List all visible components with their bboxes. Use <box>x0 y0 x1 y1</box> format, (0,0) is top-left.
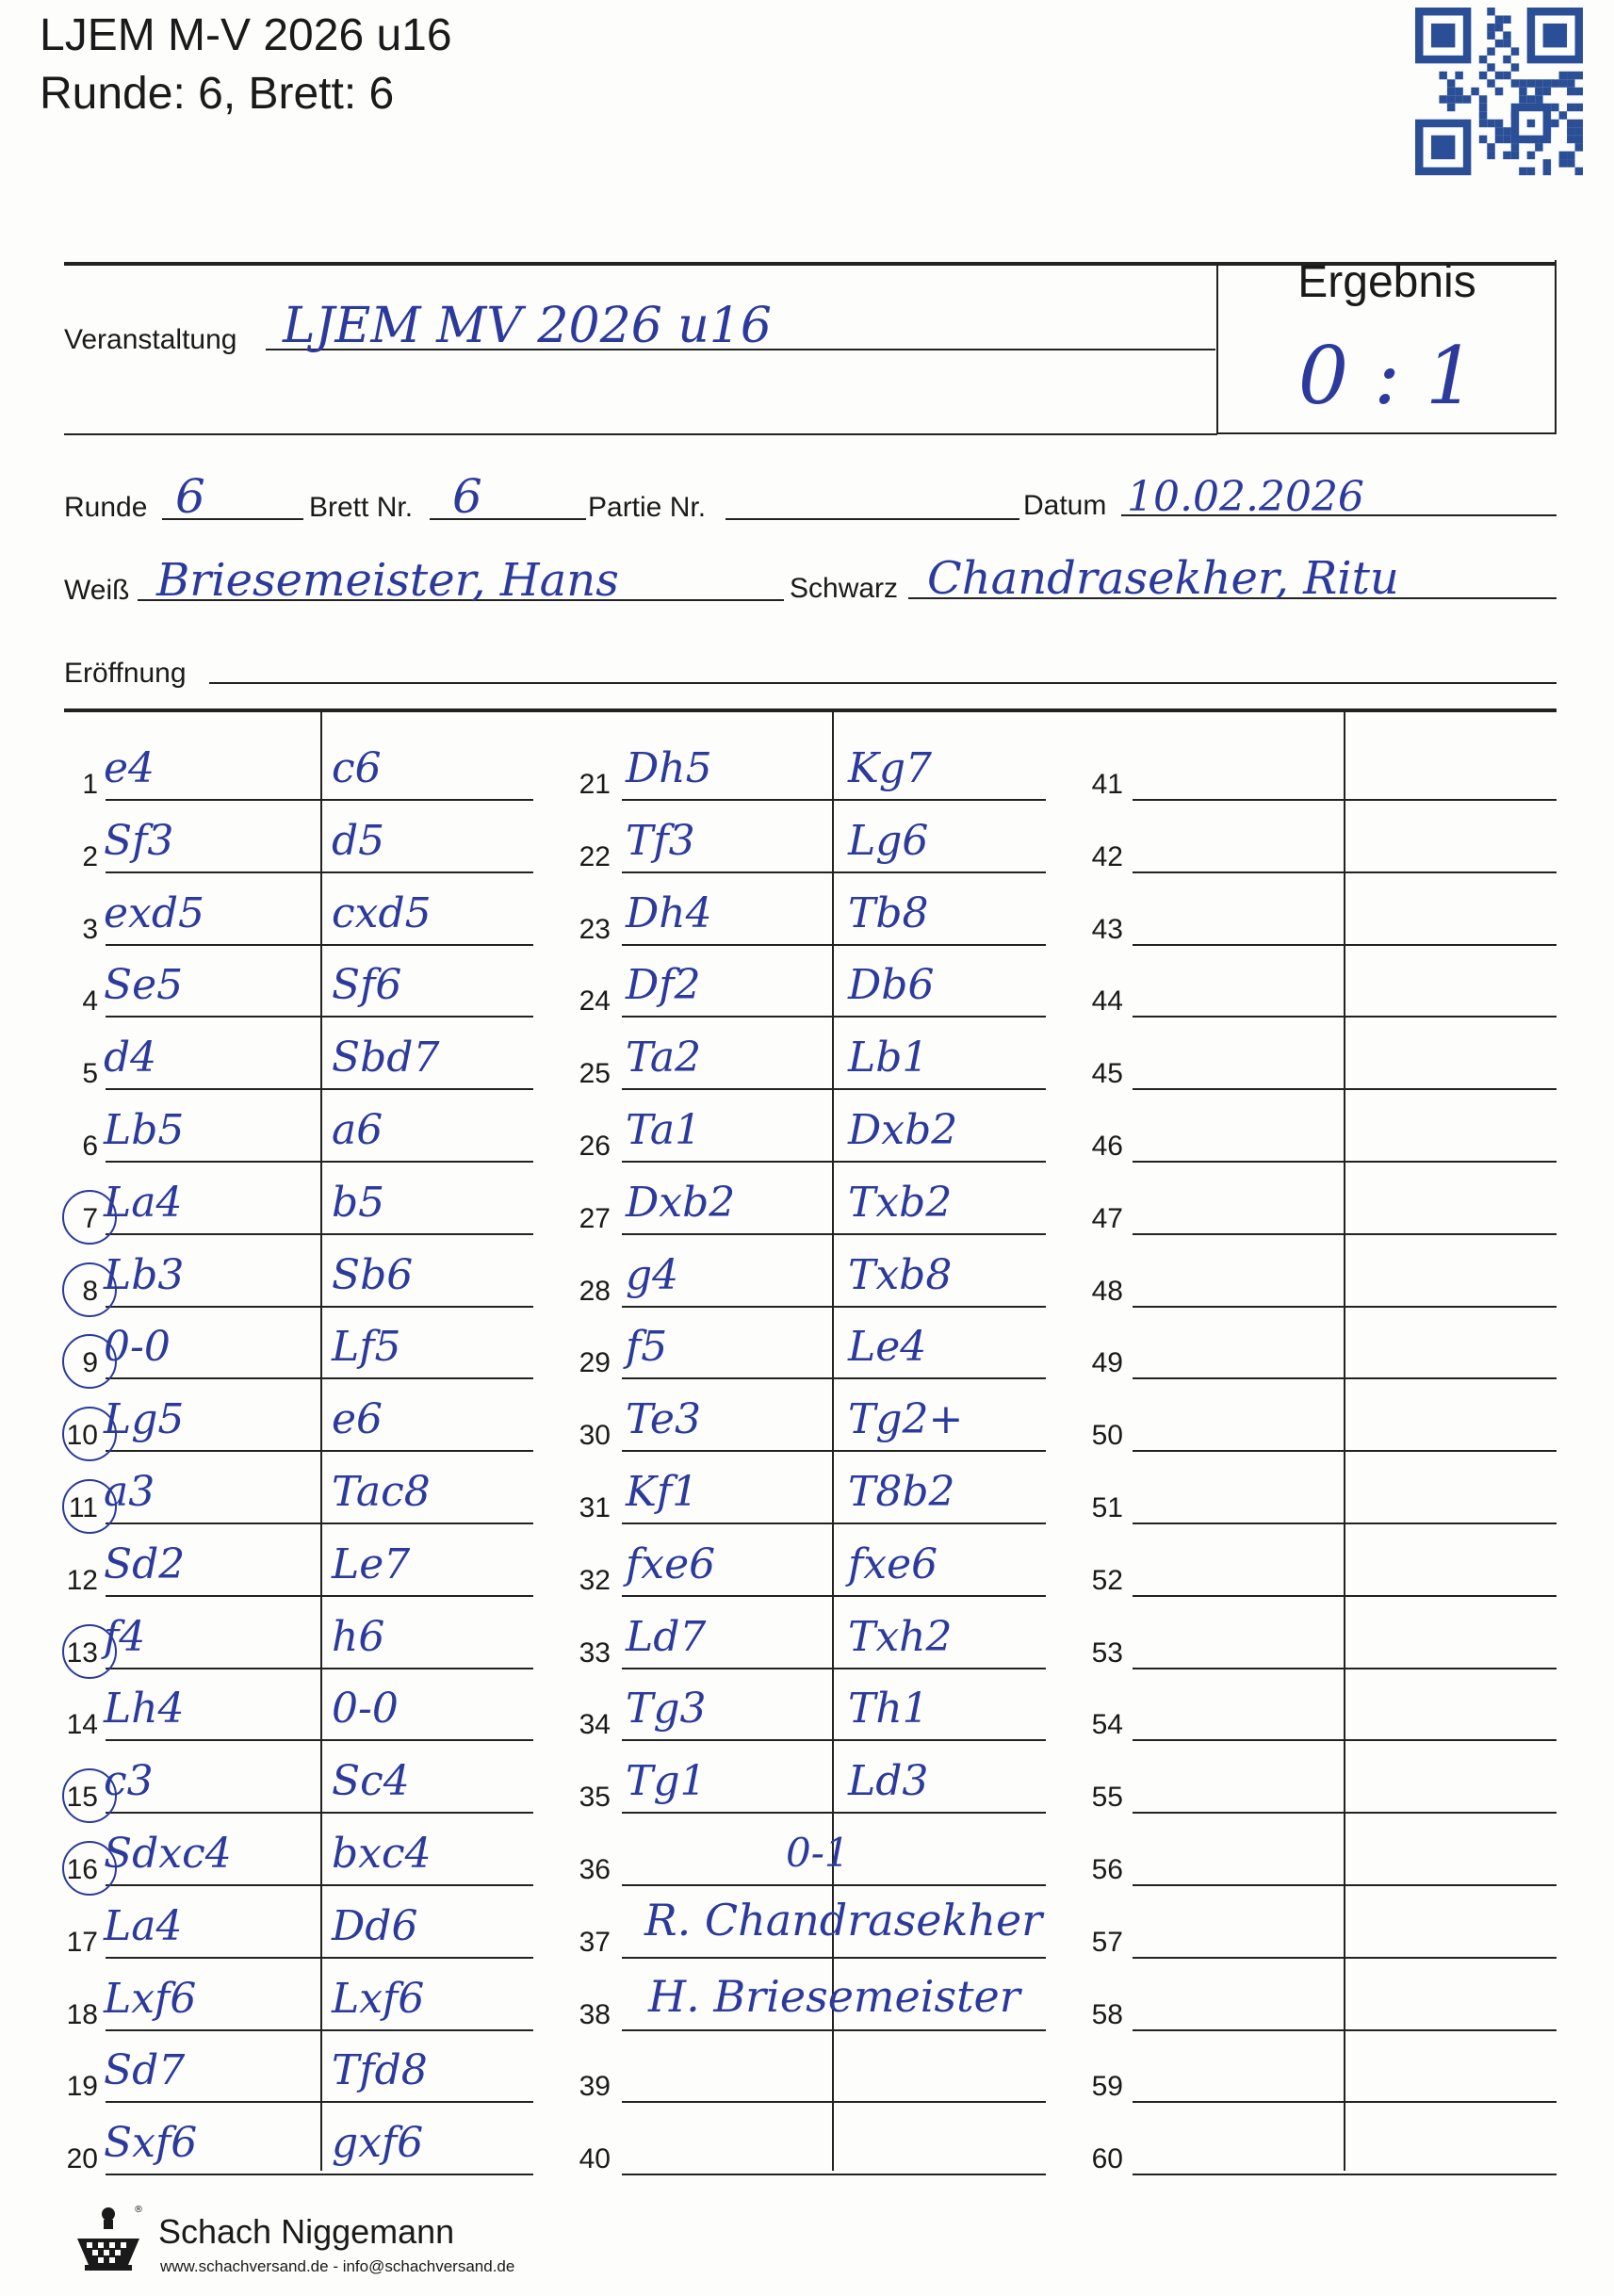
black-move: bxc4 <box>332 1830 432 1878</box>
move-row-line <box>622 1957 1046 1959</box>
move-row-line <box>106 2101 533 2103</box>
move-row-line <box>106 1595 533 1597</box>
move-row-line <box>1133 1884 1557 1886</box>
move-number: 26 <box>579 1131 611 1162</box>
white-move: Tg3 <box>626 1685 707 1734</box>
white-move: fxe6 <box>626 1539 716 1588</box>
move-number: 55 <box>1091 1782 1123 1814</box>
move-row-line <box>622 1161 1046 1163</box>
black-move: d5 <box>332 816 385 865</box>
white-move: c3 <box>104 1757 154 1806</box>
white-move: Sf3 <box>104 816 174 865</box>
black-move: Dd6 <box>332 1901 418 1950</box>
move-row-line <box>622 1884 1046 1886</box>
black-move: cxd5 <box>332 888 432 937</box>
move-number: 59 <box>1091 2071 1123 2103</box>
move-number: 10 <box>66 1420 98 1452</box>
black-move: Ld3 <box>848 1757 929 1806</box>
black-move: Sc4 <box>332 1757 410 1806</box>
black-move: Tfd8 <box>332 2046 428 2095</box>
weiss-value: Briesemeister, Hans <box>156 554 619 607</box>
black-move: a6 <box>332 1106 383 1154</box>
move-row-line <box>622 1595 1046 1597</box>
black-move: Sf6 <box>332 961 402 1010</box>
move-number: 11 <box>68 1492 98 1523</box>
weiss-label: Weiß <box>64 575 130 606</box>
move-row-line <box>1133 1088 1557 1090</box>
black-move: Dxb2 <box>848 1106 958 1154</box>
move-number: 43 <box>1091 913 1123 945</box>
move-number: 20 <box>66 2143 98 2175</box>
move-row-line <box>106 1377 533 1379</box>
move-number: 38 <box>579 1998 611 2030</box>
move-number: 27 <box>579 1202 611 1234</box>
move-row-line <box>1133 1668 1557 1669</box>
move-row-line <box>106 799 533 801</box>
qr-code-icon <box>1415 8 1583 175</box>
veranstaltung-value: LJEM MV 2026 u16 <box>283 298 772 354</box>
white-move: Sd2 <box>104 1539 186 1588</box>
brett-value: 6 <box>452 469 482 524</box>
move-row-line <box>622 1668 1046 1669</box>
white-move: Tg1 <box>626 1757 707 1806</box>
move-number: 23 <box>579 913 611 945</box>
white-move: Ta1 <box>626 1106 702 1154</box>
move-number: 12 <box>66 1564 98 1596</box>
move-number: 41 <box>1091 769 1123 800</box>
move-number: 7 <box>82 1202 98 1234</box>
footer-brand: Schach Niggemann <box>158 2212 455 2251</box>
move-number: 36 <box>579 1854 611 1885</box>
brett-label: Brett Nr. <box>309 492 414 523</box>
black-move: e6 <box>332 1395 383 1444</box>
eroeffnung-label: Eröffnung <box>64 658 187 689</box>
black-move: Lf5 <box>332 1323 401 1372</box>
black-move: Lb1 <box>848 1034 929 1083</box>
move-row-line <box>622 1523 1046 1524</box>
move-number: 53 <box>1091 1637 1123 1669</box>
move-row-line <box>106 1450 533 1452</box>
white-move: d4 <box>104 1034 157 1083</box>
move-row-line <box>622 1450 1046 1452</box>
white-move: Lxf6 <box>104 1974 197 2023</box>
move-row-line <box>1133 1450 1557 1452</box>
move-row-line <box>106 1739 533 1741</box>
move-number: 14 <box>66 1709 98 1741</box>
move-row-line <box>622 1088 1046 1090</box>
move-number: 24 <box>579 985 611 1018</box>
move-number: 13 <box>66 1637 98 1669</box>
move-number: 30 <box>579 1420 611 1452</box>
black-move: T8b2 <box>848 1468 955 1516</box>
white-move: Sxf6 <box>104 2119 198 2168</box>
move-row-line <box>622 871 1046 873</box>
move-row-line <box>106 1523 533 1524</box>
ergebnis-value: 0 : 1 <box>1297 330 1476 422</box>
move-row-line <box>622 2029 1046 2031</box>
black-move: Tac8 <box>332 1468 431 1516</box>
black-move: gxf6 <box>332 2119 424 2168</box>
move-row-line <box>622 2174 1046 2175</box>
move-number: 33 <box>579 1637 611 1669</box>
white-move: a3 <box>104 1468 155 1516</box>
move-number: 15 <box>66 1782 98 1814</box>
move-row-line <box>1133 2174 1557 2175</box>
white-move: Lb3 <box>104 1250 185 1299</box>
white-move: Dxb2 <box>626 1178 736 1227</box>
move-row-line <box>106 871 533 873</box>
black-move: Lxf6 <box>332 1974 425 2023</box>
black-move: Kg7 <box>848 744 933 792</box>
move-row-line <box>1133 2029 1557 2031</box>
white-move: La4 <box>104 1901 183 1950</box>
move-number: 57 <box>1091 1926 1123 1958</box>
runde-label: Runde <box>64 492 148 523</box>
white-move: Sd7 <box>104 2046 186 2095</box>
black-move: c6 <box>332 744 382 792</box>
black-move: fxe6 <box>848 1539 938 1588</box>
move-row-line <box>1133 944 1557 946</box>
white-move: Te3 <box>626 1395 701 1444</box>
runde-value: 6 <box>175 469 205 524</box>
move-number: 3 <box>82 913 98 945</box>
move-number: 44 <box>1091 985 1123 1018</box>
move-number: 25 <box>579 1058 611 1090</box>
move-number: 1 <box>82 769 98 800</box>
black-move: Txb2 <box>848 1178 953 1227</box>
move-number: 47 <box>1091 1202 1123 1234</box>
move-number: 51 <box>1091 1492 1123 1523</box>
sheet-subtitle: Runde: 6, Brett: 6 <box>40 69 395 119</box>
move-row-line <box>1133 2101 1557 2103</box>
black-move: Tb8 <box>848 888 929 937</box>
move-number: 54 <box>1091 1709 1123 1741</box>
move-row-line <box>1133 1016 1557 1018</box>
move-number: 18 <box>66 1998 98 2030</box>
datum-label: Datum <box>1023 490 1107 521</box>
move-number: 29 <box>579 1347 611 1379</box>
black-move: Db6 <box>848 961 935 1010</box>
white-move: Tf3 <box>626 816 695 865</box>
move-row-line <box>1133 1595 1557 1597</box>
move-row-line <box>622 1233 1046 1235</box>
move-number: 40 <box>579 2143 611 2175</box>
move-row-line <box>1133 871 1557 873</box>
move-row-line <box>106 1306 533 1308</box>
move-row-line <box>622 799 1046 801</box>
game-note: R. Chandrasekher <box>644 1894 1043 1946</box>
partie-label: Partie Nr. <box>588 492 707 523</box>
black-move: h6 <box>332 1612 385 1661</box>
ergebnis-label: Ergebnis <box>1297 257 1476 307</box>
moves-top-border <box>64 708 1557 712</box>
move-number: 48 <box>1091 1275 1123 1307</box>
white-move: f4 <box>104 1612 146 1661</box>
move-row-line <box>106 1812 533 1814</box>
move-row-line <box>106 944 533 946</box>
move-number: 45 <box>1091 1058 1123 1090</box>
black-move: 0-0 <box>332 1685 399 1734</box>
move-number: 28 <box>579 1275 611 1307</box>
col-sep-2 <box>832 712 834 2171</box>
white-move: exd5 <box>104 888 205 937</box>
move-row-line <box>106 2174 533 2175</box>
black-move: Txb8 <box>848 1250 953 1299</box>
move-row-line <box>622 1306 1046 1308</box>
move-number: 39 <box>579 2071 611 2103</box>
schwarz-value: Chandrasekher, Ritu <box>927 552 1399 605</box>
white-move: Se5 <box>104 961 184 1010</box>
eroeffnung-line <box>209 682 1557 684</box>
white-move: Sdxc4 <box>104 1830 232 1878</box>
move-number: 37 <box>579 1926 611 1958</box>
move-row-line <box>106 2029 533 2031</box>
move-row-line <box>1133 1739 1557 1741</box>
move-number: 6 <box>82 1131 98 1162</box>
move-row-line <box>622 1377 1046 1379</box>
move-number: 4 <box>82 985 98 1018</box>
white-move: Ld7 <box>626 1612 707 1661</box>
datum-value: 10.02.2026 <box>1127 473 1364 521</box>
move-row-line <box>1133 1377 1557 1379</box>
white-move: Lg5 <box>104 1395 185 1444</box>
move-row-line <box>622 2101 1046 2103</box>
move-number: 16 <box>66 1854 98 1885</box>
white-move: Lb5 <box>104 1106 185 1154</box>
move-number: 22 <box>579 840 611 872</box>
move-row-line <box>622 944 1046 946</box>
move-number: 21 <box>579 769 611 800</box>
move-row-line <box>106 1668 533 1669</box>
move-row-line <box>106 1957 533 1959</box>
white-move: Dh5 <box>626 744 712 792</box>
white-move: Df2 <box>626 961 701 1010</box>
move-row-line <box>1133 1161 1557 1163</box>
black-move: Sb6 <box>332 1250 414 1299</box>
move-row-line <box>1133 1812 1557 1814</box>
move-number: 32 <box>579 1564 611 1596</box>
move-number: 49 <box>1091 1347 1123 1379</box>
black-move: Lg6 <box>848 816 929 865</box>
black-move: Th1 <box>848 1685 929 1734</box>
form-divider <box>64 433 1217 435</box>
move-row-line <box>106 1161 533 1163</box>
move-number: 34 <box>579 1709 611 1741</box>
white-move: Ta2 <box>626 1034 702 1083</box>
white-move: Lh4 <box>104 1685 185 1734</box>
move-row-line <box>622 1739 1046 1741</box>
move-number: 19 <box>66 2071 98 2103</box>
move-number: 35 <box>579 1782 611 1814</box>
black-move: b5 <box>332 1178 385 1227</box>
black-move: Le4 <box>848 1323 927 1372</box>
move-number: 31 <box>579 1492 611 1523</box>
move-number: 5 <box>82 1058 98 1090</box>
move-number: 58 <box>1091 1998 1123 2030</box>
black-move: Le7 <box>332 1539 411 1588</box>
move-number: 50 <box>1091 1420 1123 1452</box>
move-number: 2 <box>82 840 98 872</box>
white-move: La4 <box>104 1178 183 1227</box>
move-number: 52 <box>1091 1564 1123 1596</box>
move-row-line <box>106 1088 533 1090</box>
white-move: Dh4 <box>626 888 712 937</box>
schwarz-label: Schwarz <box>790 573 899 604</box>
sheet-title: LJEM M-V 2026 u16 <box>40 10 452 60</box>
move-row-line <box>1133 1957 1557 1959</box>
white-move: Kf1 <box>626 1468 699 1516</box>
white-move: 0-0 <box>104 1323 171 1372</box>
move-number: 17 <box>66 1926 98 1958</box>
black-move: Txh2 <box>848 1612 953 1661</box>
white-move: e4 <box>104 744 155 792</box>
move-row-line <box>622 1812 1046 1814</box>
move-row-line <box>622 1016 1046 1018</box>
move-row-line <box>106 1233 533 1235</box>
move-number: 8 <box>82 1275 98 1307</box>
move-row-line <box>1133 1306 1557 1308</box>
move-row-line <box>1133 1233 1557 1235</box>
ergebnis-box-bottom <box>1216 432 1557 434</box>
game-note: H. Briesemeister <box>648 1970 1020 2022</box>
move-number: 56 <box>1091 1854 1123 1885</box>
col-sep-1 <box>320 712 322 2171</box>
move-number: 9 <box>82 1347 98 1379</box>
svg-text:®: ® <box>134 2205 143 2215</box>
black-move: Sbd7 <box>332 1034 440 1083</box>
move-number: 46 <box>1091 1131 1123 1162</box>
game-note: 0-1 <box>786 1830 850 1876</box>
col-sep-3 <box>1344 712 1345 2171</box>
move-number: 42 <box>1091 840 1123 872</box>
footer-contact: www.schachversand.de - info@schachversand.de <box>160 2257 515 2275</box>
move-number: 60 <box>1091 2143 1123 2175</box>
move-row-line <box>106 1884 533 1886</box>
move-row-line <box>106 1016 533 1018</box>
partie-line <box>725 518 1019 520</box>
move-row-line <box>1133 799 1557 801</box>
move-row-line <box>1133 1523 1557 1524</box>
chess-pieces-logo-icon <box>72 2203 145 2272</box>
white-move: g4 <box>626 1250 679 1299</box>
veranstaltung-label: Veranstaltung <box>64 324 237 355</box>
white-move: f5 <box>626 1323 668 1372</box>
black-move: Tg2+ <box>848 1395 964 1444</box>
